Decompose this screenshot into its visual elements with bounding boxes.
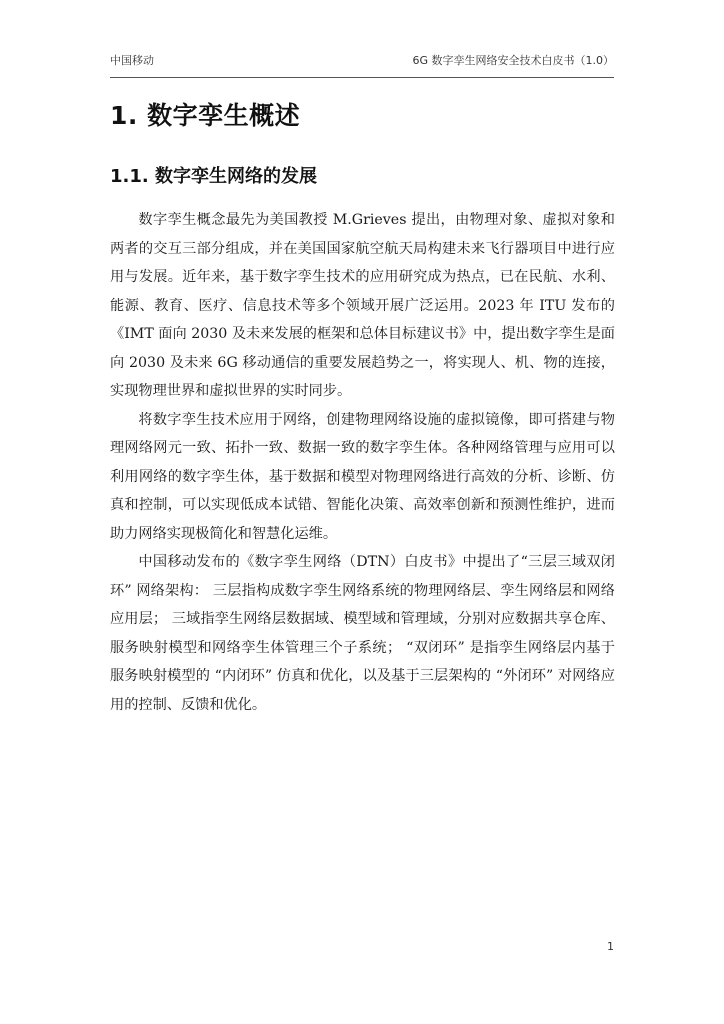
paragraph-1: 数字孪生概念最先为美国教授 M.Grieves 提出，由物理对象、虚拟对象和两者的交互三部分组成，并在美国国家航空航天局构建未来飞行器项目中进行应用与发展。近年来，基于数字孪生技术的应用研究成为热点，已在民航、水利、能源、教育、医疗、信息技术等多个领域开展广泛运用。2023 年 ITU 发布的《IMT 面向 2030 及未来发展的框架和总体目标建议书》中，提出数字孪生是面向 2030 及未来 6G 移动通信的重要发展趋势之一，将实现人、机、物的连接，实现物理世界和虚拟世界的实时同步。 <box>110 212 615 399</box>
page-header <box>110 52 614 74</box>
header-org: 中国移动 <box>110 54 154 67</box>
header-doc-title: 6G 数字孪生网络安全技术白皮书（1.0） <box>412 54 614 67</box>
header-divider <box>110 77 614 78</box>
subsection-heading: 1.1. 数字孪生网络的发展 <box>110 166 317 187</box>
page-number: 1 <box>607 940 614 953</box>
body-text <box>110 206 615 719</box>
section-heading: 1. 数字孪生概述 <box>110 101 301 130</box>
paragraph-2: 将数字孪生技术应用于网络，创建物理网络设施的虚拟镜像，即可搭建与物理网络网元一致、拓扑一致、数据一致的数字孪生体。各种网络管理与应用可以利用网络的数字孪生体，基于数据和模型对物理网络进行高效的分析、诊断、仿真和控制，可以实现低成本试错、智能化决策、高效率创新和预测性维护，进而助力网络实现极简化和智慧化运维。 <box>110 411 615 542</box>
paragraph-3: 中国移动发布的《数字孪生网络（DTN）白皮书》中提出了“三层三域双闭环” 网络架构： 三层指构成数字孪生网络系统的物理网络层、孪生网络层和网络应用层； 三域指孪生网络层数据域、模型域和管理域，分别对应数据共享仓库、服务映射模型和网络孪生体管理三个子系统； “双闭环” 是指孪生网络层内基于服务映射模型的 “内闭环” 仿真和优化，以及基于三层架构的 “外闭环” 对网络应用的控制、反馈和优化。 <box>110 554 615 713</box>
